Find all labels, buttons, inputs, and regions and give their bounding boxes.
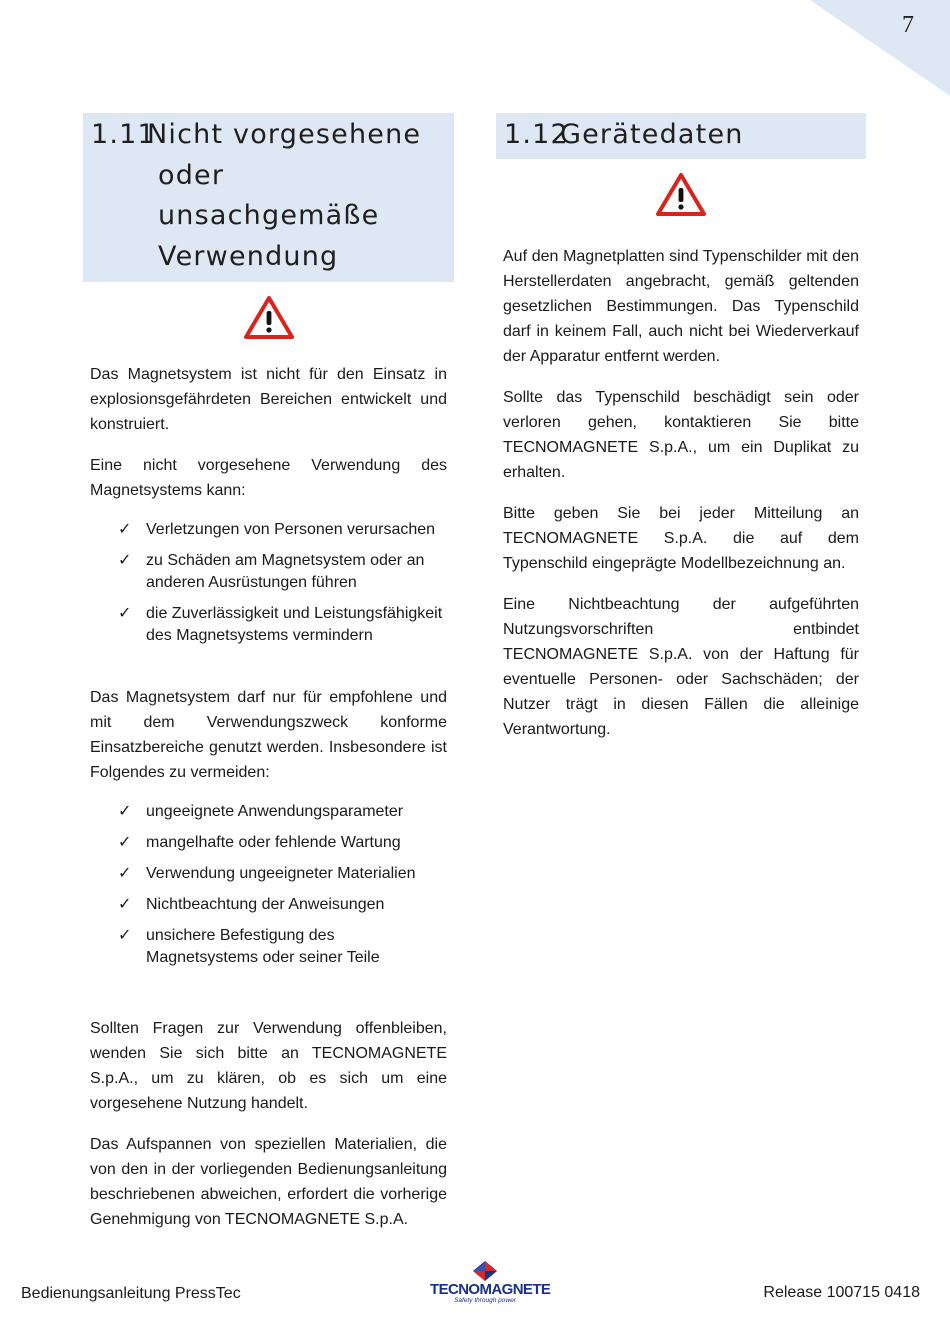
logo-tagline: Safety through power — [454, 1297, 516, 1304]
logo-text: TECNOMAGNETE — [430, 1281, 551, 1298]
footer-manual-title: Bedienungsanleitung PressTec — [21, 1285, 241, 1302]
list-item: ✓ Verletzungen von Personen verursachen — [118, 519, 436, 538]
section-heading-1-12 — [496, 113, 866, 159]
page-footer — [0, 1281, 950, 1324]
warning-triangle-icon — [244, 296, 294, 340]
left-column — [83, 113, 454, 1248]
checkmark-icon: ✓ — [118, 550, 132, 569]
warning-triangle-icon — [656, 173, 706, 217]
checkmark-icon: ✓ — [118, 863, 132, 882]
section-number: 1.12 — [504, 119, 569, 150]
checkmark-icon: ✓ — [118, 925, 132, 944]
checkmark-icon: ✓ — [118, 603, 132, 622]
heading-line: Nicht vorgesehene — [147, 119, 422, 150]
checkmark-icon: ✓ — [118, 801, 132, 820]
page-number: 7 — [902, 12, 914, 38]
paragraph: Auf den Magnetplatten sind Typenschilder mit den Herstellerdaten angebracht, gemäß geltenden gesetzlichen Bestimmungen. Das Typenschild darf in keinem Fall, auch nicht bei Wiederverkauf der Apparatur entfernt werden. — [503, 247, 859, 365]
tecnomagnete-logo — [430, 1260, 551, 1312]
checklist — [90, 801, 447, 969]
list-item: ✓ zu Schäden am Magnetsystem oder an anderen Ausrüstungen führen — [118, 550, 425, 591]
heading-line: Verwendung — [158, 240, 339, 272]
list-item: ✓ mangelhafte oder fehlende Wartung — [118, 832, 401, 851]
checklist — [90, 519, 447, 647]
heading-line: oder unsachgemäße — [158, 159, 380, 231]
paragraph: Eine Nichtbeachtung der aufgeführten Nutzungsvorschriften entbindet TECNOMAGNETE S.p.A. von der Haftung für eventuelle Personen- oder Sachschäden; der Nutzer trägt in diesen Fällen die alleinige Verantwortung. — [503, 595, 859, 738]
list-item: ✓ Verwendung ungeeigneter Materialien — [118, 863, 416, 882]
heading-title: Gerätedaten — [560, 119, 744, 150]
checkmark-icon: ✓ — [118, 832, 132, 851]
paragraph: Sollten Fragen zur Verwendung offenbleiben, wenden Sie sich bitte an TECNOMAGNETE S.p.A., um zu klären, ob es sich um eine vorgesehene Nutzung handelt. — [90, 1020, 447, 1112]
footer-release: Release 100715 0418 — [763, 1284, 920, 1301]
list-item: ✓ die Zuverlässigkeit und Leistungsfähigkeit des Magnetsystems vermindern — [118, 603, 443, 644]
checkmark-icon: ✓ — [118, 894, 132, 913]
paragraph: Bitte geben Sie bei jeder Mitteilung an TECNOMAGNETE S.p.A. die auf dem Typenschild eingeprägte Modellbezeichnung an. — [503, 504, 859, 572]
paragraph: Sollte das Typenschild beschädigt sein oder verloren gehen, kontaktieren Sie bitte TECNOMAGNETE S.p.A., um ein Duplikat zu erhalten. — [503, 388, 859, 481]
page-corner-decoration — [810, 0, 950, 96]
right-column — [496, 113, 866, 758]
checkmark-icon: ✓ — [118, 519, 132, 538]
paragraph: Das Magnetsystem darf nur für empfohlene und mit dem Verwendungszweck konforme Einsatzbereiche genutzt werden. Insbesondere ist Folgendes zu vermeiden: — [90, 689, 447, 781]
section-number: 1.11 — [91, 119, 156, 150]
paragraph: Das Magnetsystem ist nicht für den Einsatz in explosionsgefährdeten Bereichen entwickelt und konstruiert. — [90, 366, 447, 433]
list-item: ✓ unsichere Befestigung des Magnetsystems oder seiner Teile — [118, 925, 380, 966]
paragraph: Das Aufspannen von speziellen Materialien, die von den in der vorliegenden Bedienungsanleitung beschriebenen abweichen, erfordert die vorherige Genehmigung von TECNOMAGNETE S.p.A. — [90, 1136, 447, 1228]
list-item: ✓ Nichtbeachtung der Anweisungen — [118, 894, 385, 913]
list-item: ✓ ungeeignete Anwendungsparameter — [118, 801, 404, 820]
paragraph: Eine nicht vorgesehene Verwendung des Magnetsystems kann: — [90, 457, 447, 499]
section-heading-1-11 — [83, 113, 454, 282]
